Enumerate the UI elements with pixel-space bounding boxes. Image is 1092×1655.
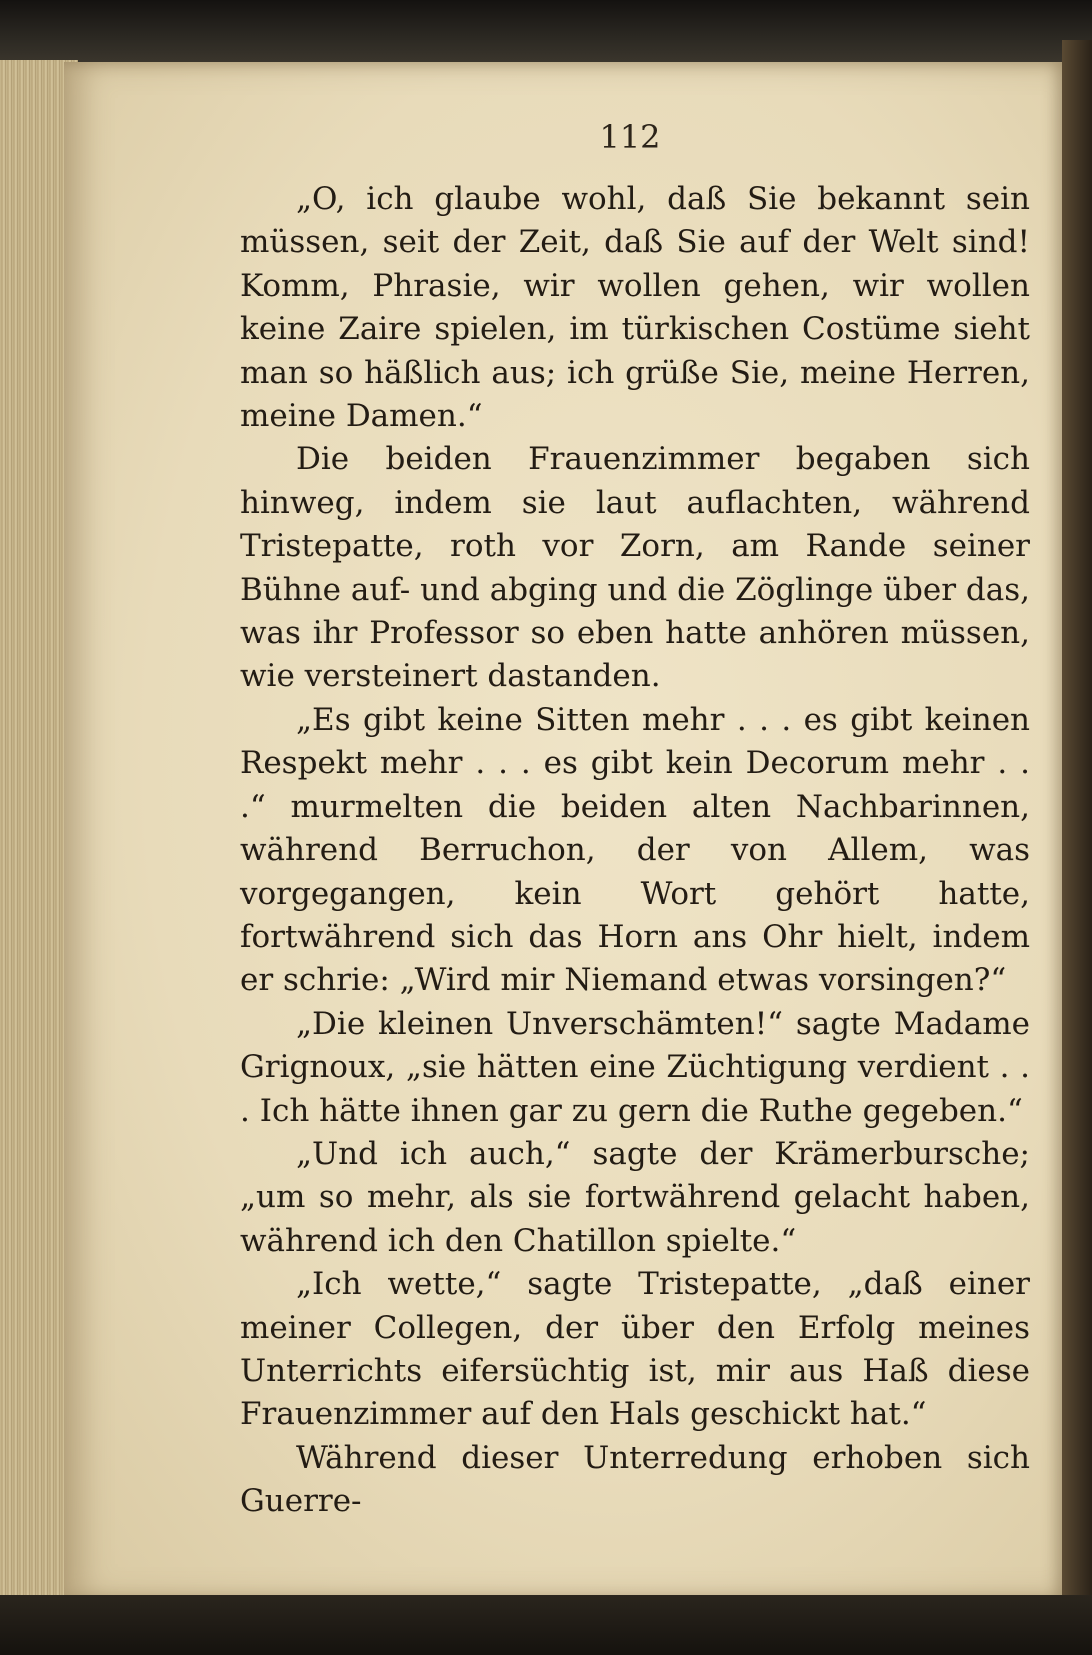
book-cover-right [1062,40,1092,1610]
page-number: 112 [599,118,661,156]
paragraph: „Die kleinen Unverschämten!“ sagte Madame Grignoux, „sie hätten eine Züchtigung verdient . . . Ich hätte ihnen gar zu gern die Ruthe gegeben.“ [240,1005,1030,1129]
paragraph: Während dieser Unterredung erhoben sich Guerre- [240,1439,1030,1520]
paragraph: „O, ich glaube wohl, daß Sie bekannt sein müssen, seit der Zeit, daß Sie auf der Welt sind! Komm, Phrasie, wir wollen gehen, wir wollen keine Zaire spielen, im türkischen Costüme sieht man so häßlich aus; ich grüße Sie, meine Herren, meine Damen.“ [240,181,1030,435]
book-cover-bottom [0,1595,1092,1655]
book-cover-top [0,0,1092,62]
paragraph: „Und ich auch,“ sagte der Krämerbursche; „um so mehr, als sie fortwährend gelacht haben, während ich den Chatillon spielte.“ [240,1135,1030,1259]
paragraph: Die beiden Frauenzimmer begaben sich hinweg, indem sie laut auflachten, während Tristepatte, roth vor Zorn, am Rande seiner Bühne auf- und abging und die Zöglinge über das, was ihr Professor so eben hatte anhören müssen, wie versteinert dastanden. [240,441,1030,695]
paragraph: „Es gibt keine Sitten mehr . . . es gibt keinen Respekt mehr . . . es gibt kein Decorum mehr . . .“ murmelten die beiden alten Nachbarinnen, während Berruchon, der von Allem, was vorgegangen, kein Wort gehört hatte, fortwährend sich das Horn ans Ohr hielt, indem er schrie: „Wird mir Niemand etwas vorsingen?“ [240,701,1030,999]
page-text [240,178,1030,1524]
paragraph: „Ich wette,“ sagte Tristepatte, „daß einer meiner Collegen, der über den Erfolg meines Unterrichts eifersüchtig ist, mir aus Haß diese Frauenzimmer auf den Hals geschickt hat.“ [240,1266,1030,1433]
